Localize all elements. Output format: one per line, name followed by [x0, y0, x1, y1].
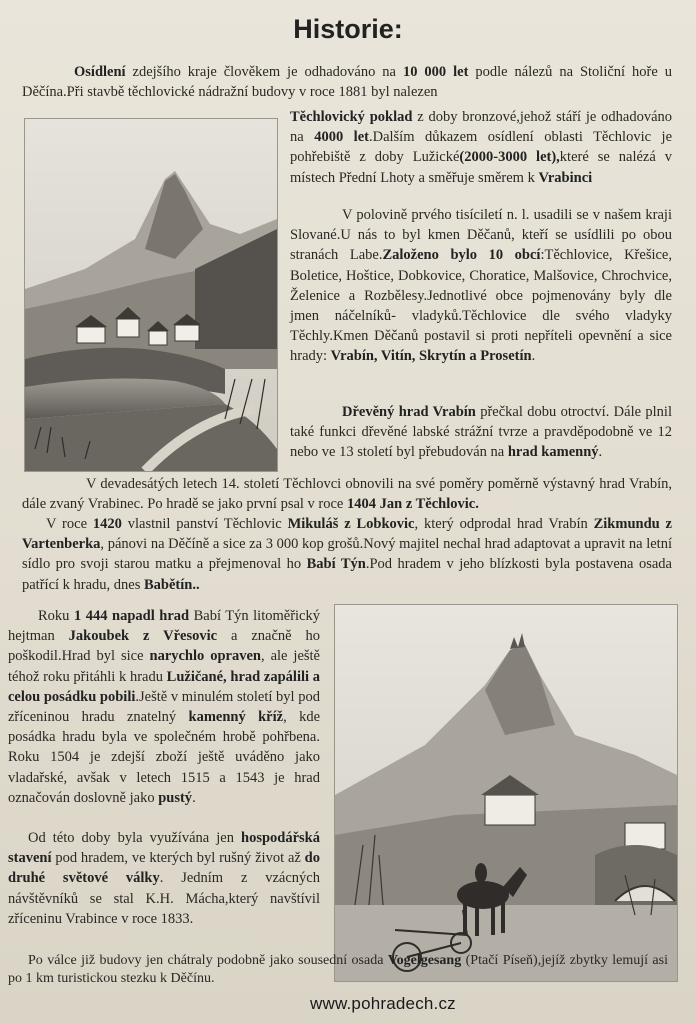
p1-line: Osídlení zdejšího kraje člověkem je odhadováno na 10 000 let podle nálezů na Stoliční hoře u Děčína.Při stavbě těchlovické nádražní budovy v roce 1881 byl nalezen [22, 64, 672, 101]
illustration-mountain-lake [24, 118, 278, 472]
castle-horse-drawing [335, 605, 677, 981]
paragraph-settlement-cont: Těchlovický poklad z doby bronzové,jehož stáří je odhadováno na 4000 let.Dalším důkazem osídlení oblasti Těchlovic je pohřebiště z doby Lužické(2000-3000 let),které se nalézá v místech Přední Lhoty a směřuje směrem k Vrabinci [290, 109, 673, 186]
paragraph-slavs: V polovině prvého tisíciletí n. l. usadili se v našem kraji Slované.U nás to byl kmen Děčanů, kteří se usídlili po obou stranách Labe.Založeno bylo 10 obcí:Těchlovice, Křešice, Boletice, Hoštice, Dobkovice, Choratice, Malšovice, Chrochvice, Želenice a Rozbělesy.Jednotlivé obce pojmenovány byly dle jmen náčelníků- vladyků.Těchlovice dle svého vladyky Těchly.Kmen Děčanů postavil si proti nepříteli opevnění a sice hrady: Vrabín, Vitín, Skrytín a Prosetín. [290, 207, 672, 365]
mountain-lake-drawing [25, 119, 277, 471]
paragraph-1420: V roce 1420 vlastnil panství Těchlovic Mikuláš z Lobkovic, který odprodal hrad Vrabín Zikmundu z Vartenberka, pánovi na Děčíně a sice za 3 000 kop grošů.Nový majitel nechal hrad adaptovat a upravit na letní sídlo pro svoji starou matku a přejmenoval ho Babí Týn.Pod hradem v jeho blízkosti byla postavena osada patřící k hradu, dnes Babětín.. [22, 516, 672, 593]
paragraph-wooden-castle: Dřevěný hrad Vrabín přečkal dobu otroctví. Dále plnil také funkci dřevěné labské strážní tvrze a pravděpodobně ve 12 nebo ve 13 století byl přebudován na hrad kamenný. [290, 404, 672, 461]
paragraph-fourteenth-century: V devadesátých letech 14. století Těchlovci obnovili na své poměry poměrně výstavný hrad Vrabín, dále zvaný Vrabinec. Po hradě se jako první psal v roce 1404 Jan z Těchlovic. [22, 476, 672, 513]
paragraph-1444-attack: Roku 1 444 napadl hrad Babí Týn litoměřický hejtman Jakoubek z Vřesovic a značně ho poškodil.Hrad byl sice narychlo opraven, ale ještě téhož roku přitáhli k hradu Lužičané, hrad zapálili a celou posádku pobili.Ještě v minulém století byl pod zříceninou hradu znatelný kamenný kříž, kde posádka hradu byla ve společném hrobě pohřbena. Roku 1504 je zdejší zboží ještě uváděno jako vladařské, avšak v letech 1515 a 1543 je hrad označován doslovně jako pustý. [8, 608, 321, 806]
illustration-castle-horse-cart [334, 604, 678, 982]
paragraph-farm-buildings: Od této doby byla využívána jen hospodářská stavení pod hradem, ve kterých byl rušný život až do druhé světové války. Jedním z vzácných návštěvníků se stal K.H. Mácha,který navštívil zříceninu Vrabince v roce 1833. [8, 830, 320, 927]
page-title: Historie: [293, 14, 403, 44]
paragraph-settlement [22, 62, 672, 102]
paragraph-after-war: Po válce již budovy jen chátraly podobně jako sousední osada Vogelgesang (Ptačí Píseň),jejíž zbytky lemují asi po 1 km turistickou stezku k Děčínu. [8, 953, 668, 986]
website-watermark: www.pohradech.cz [310, 994, 456, 1013]
